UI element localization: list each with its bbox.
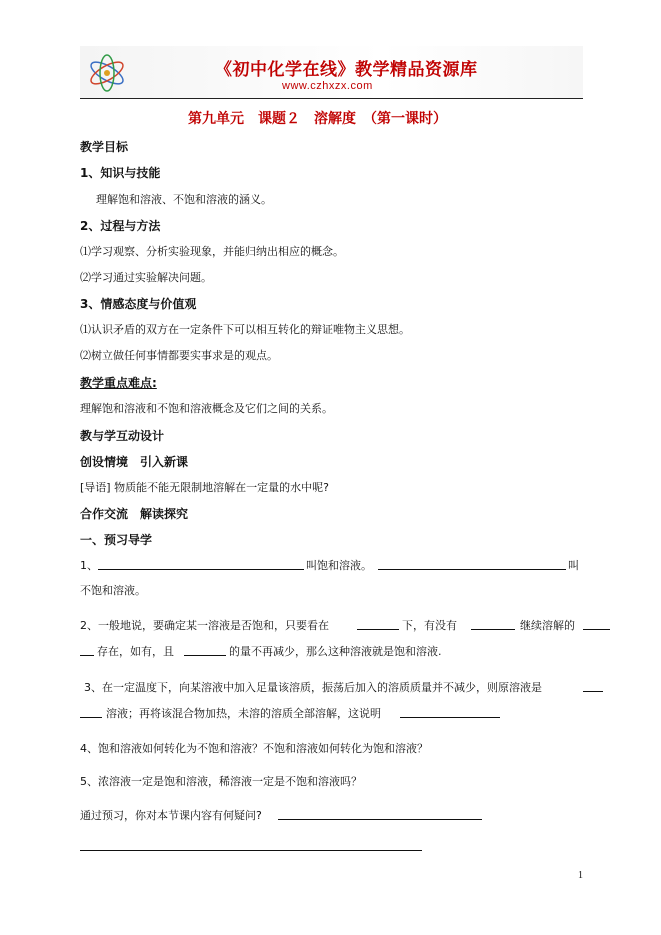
q1-blank-2 xyxy=(378,569,566,570)
knowledge-heading: 1、知识与技能 xyxy=(80,166,161,180)
q5-text: 5、浓溶液一定是饱和溶液，稀溶液一定是不饱和溶液吗？ xyxy=(80,775,362,788)
q1-blank-1 xyxy=(98,569,304,570)
q3-blank-3 xyxy=(400,717,500,718)
q3-blank-2 xyxy=(80,717,102,718)
q3-blank-1 xyxy=(583,691,603,692)
q2-part-c: 继续溶解的 xyxy=(520,619,575,632)
q2-blank-5 xyxy=(184,655,226,656)
header-divider xyxy=(80,98,583,99)
key-points-heading: 教学重点难点: xyxy=(80,376,157,390)
knowledge-text: 理解饱和溶液、不饱和溶液的涵义。 xyxy=(96,193,272,206)
objectives-heading: 教学目标 xyxy=(80,140,129,154)
process-heading: 2、过程与方法 xyxy=(80,219,161,233)
atom-logo-icon xyxy=(85,52,129,94)
q2-blank-1 xyxy=(357,629,399,630)
design-heading: 教与学互动设计 xyxy=(80,429,165,443)
site-url: www.czhxzx.com xyxy=(282,80,373,92)
q1-mid: 叫饱和溶液。 xyxy=(306,559,372,572)
q6-text: 通过预习，你对本节课内容有何疑问? xyxy=(80,809,262,822)
intro-heading: 创设情境 引入新课 xyxy=(80,455,189,469)
attitude-heading: 3、情感态度与价值观 xyxy=(80,297,197,311)
q2-blank-2 xyxy=(471,629,515,630)
q6-blank-1 xyxy=(278,819,482,820)
process-item-1: ⑴学习观察、分析实验现象，并能归纳出相应的概念。 xyxy=(80,245,344,258)
page-number: 1 xyxy=(578,870,583,881)
q1-line-2: 不饱和溶液。 xyxy=(80,584,146,597)
q2-part-b: 下，有没有 xyxy=(402,619,457,632)
preview-heading: 一、预习导学 xyxy=(80,533,153,547)
q2-part-a: 2、一般地说，要确定某一溶液是否饱和，只要看在 xyxy=(80,619,329,632)
page-title: 第九单元 课题２ 溶解度 （第一课时） xyxy=(188,111,447,127)
coop-heading: 合作交流 解读探究 xyxy=(80,507,189,521)
q4-text: 4、饱和溶液如何转化为不饱和溶液？不饱和溶液如何转化为饱和溶液？ xyxy=(80,742,428,755)
q2-part-d: 存在，如有，且 xyxy=(97,645,174,658)
process-item-2: ⑵学习通过实验解决问题。 xyxy=(80,271,212,284)
attitude-item-2: ⑵树立做任何事情都要实事求是的观点。 xyxy=(80,349,278,362)
q1-end: 叫 xyxy=(568,559,579,572)
key-points-text: 理解饱和溶液和不饱和溶液概念及它们之间的关系。 xyxy=(80,402,333,415)
q3-part-a: 3、在一定温度下，向某溶液中加入足量该溶质，振荡后加入的溶质质量并不减少，则原溶液是 xyxy=(84,681,542,694)
q2-blank-3 xyxy=(583,629,610,630)
intro-text: [导语] 物质能不能无限制地溶解在一定量的水中呢? xyxy=(80,481,329,494)
q1-prefix: 1、 xyxy=(80,559,98,572)
q2-part-e: 的量不再减少，那么这种溶液就是饱和溶液. xyxy=(229,645,442,658)
attitude-item-1: ⑴认识矛盾的双方在一定条件下可以相互转化的辩证唯物主义思想。 xyxy=(80,323,410,336)
q6-blank-2 xyxy=(80,850,422,851)
q3-part-b: 溶液；再将该混合物加热，未溶的溶质全部溶解，这说明 xyxy=(106,707,381,720)
q2-blank-4 xyxy=(80,655,94,656)
site-title: 《初中化学在线》教学精品资源库 xyxy=(215,60,478,80)
